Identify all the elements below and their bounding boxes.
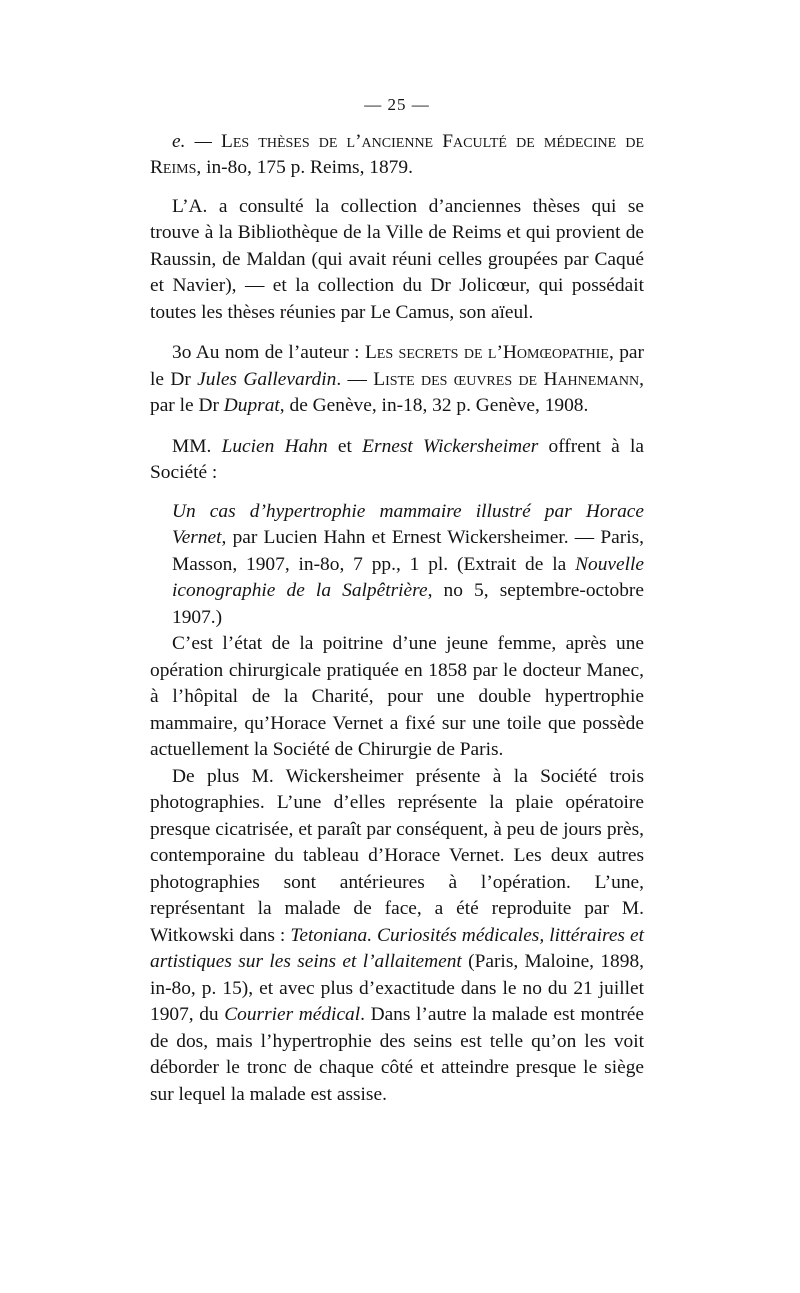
entry-3-prefix: 3o Au nom de l’auteur :: [172, 342, 365, 363]
entry-3-title-2: Liste des œuvres de Hahnemann: [373, 368, 640, 390]
book-page: [150, 92, 644, 1108]
entry-3-title-1: Les secrets de l’Homœopathie: [364, 342, 609, 363]
citation-entry: [150, 499, 644, 632]
paragraph-photographs: [150, 764, 644, 1109]
entry-e-details: , in-8o, 175 p. Reims, 1879.: [196, 157, 413, 178]
citation-title: Un cas d’hypertrophie mammaire illustré par Horace Vernet: [172, 500, 644, 548]
gift-join: et: [327, 435, 363, 457]
photographs-periodical: Courrier médical: [224, 1004, 361, 1025]
photographs-text-2: (Paris, Maloine, 1898, in-8o, p. 15), et avec plus d’exactitude dans le no du 21 juillet 1907, du: [150, 951, 644, 1025]
gift-name-2: Ernest Wickersheimer: [362, 435, 539, 457]
photographs-book: Tetoniana. Curiosités médicales, littéraires et artistiques sur les seins et l’allaitement: [150, 924, 644, 972]
entry-3-author-2: Duprat: [223, 395, 280, 416]
page-number: — 25 —: [364, 95, 430, 114]
entry-e: [150, 129, 644, 182]
gift-announcement: [150, 434, 644, 487]
entry-3-text-1: , par le Dr: [150, 342, 644, 390]
entry-3-author: [150, 340, 644, 420]
citation-text-1: , par Lucien Hahn et Ernest Wickersheimer. — Paris, Masson, 1907, in-8o, 7 pp., 1 pl. (Extrait de la: [172, 527, 644, 575]
entry-3-text-3: , par le Dr: [150, 368, 644, 416]
entry-e-title: Les thèses de l’ancienne Faculté de médecine de Reims: [150, 130, 644, 178]
citation-journal: Nouvelle iconographie de la Salpêtrière: [172, 553, 644, 601]
entry-e-marker: e. —: [172, 130, 221, 152]
photographs-text-3: . Dans l’autre la malade est montrée de dos, mais l’hypertrophie des seins est telle qu’on les voit déborder le tronc de chaque côté et atteindre presque le siège sur lequel la malade est assise.: [150, 1004, 645, 1105]
citation-text-2: , no 5, septembre-octobre 1907.): [172, 580, 644, 628]
gift-name-1: Lucien Hahn: [221, 435, 328, 457]
paragraph-collection: L’A. a consulté la collection d’anciennes thèses qui se trouve à la Bibliothèque de la Ville de Reims et qui provient de Raussin, de Maldan (qui avait réuni celles groupées par Caqué et Navier), — et la collection du Dr Jolicœur, qui possédait toutes les thèses réunies par Le Camus, son aïeul.: [150, 195, 644, 323]
gift-prefix: MM.: [172, 435, 222, 457]
entry-3-text-2: . —: [336, 368, 374, 390]
entry-3-author-1: Jules Gallevardin: [197, 368, 337, 390]
paragraph-painting: C’est l’état de la poitrine d’une jeune femme, après une opération chirurgicale pratiquée en 1858 par le docteur Manec, à l’hôpital de la Charité, pour une double hypertrophie mammaire, qu’Horace Vernet a fixé sur une toile que possède actuellement la Société de Chirurgie de Paris.: [150, 633, 644, 760]
entry-3-text-4: , de Genève, in-18, 32 p. Genève, 1908.: [279, 395, 589, 416]
photographs-text-1: De plus M. Wickersheimer présente à la Société trois photographies. L’une d’elles représente la plaie opératoire presque cicatrisée, et paraît par conséquent, à peu de jours près, contemporaine du tableau d’Horace Vernet. Les deux autres photographies sont antérieures à l’opération. L’une, représentant la malade de face, a été reproduite par M. Witkowski dans :: [150, 765, 644, 946]
gift-suffix: offrent à la Société :: [150, 435, 644, 483]
